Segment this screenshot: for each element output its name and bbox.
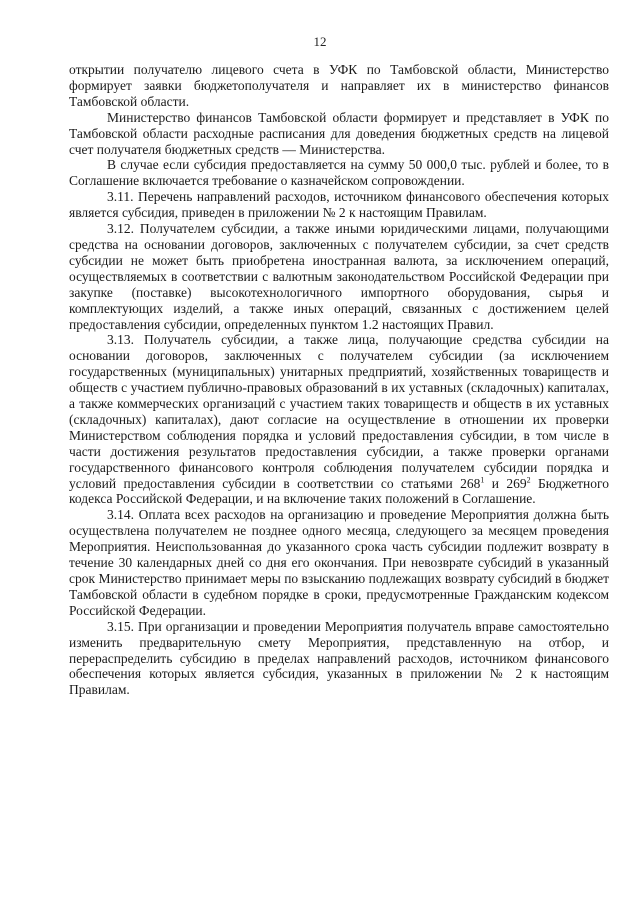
paragraph-3-14: 3.14. Оплата всех расходов на организацию и проведение Мероприятия должна быть осуществлена получателем не позднее одного месяца, следующего за месяцем проведения Мероприятия. Неиспользованная до указанного срока часть субсидии подлежит возврату в течение 30 календарных дней со дня его окончания. При невозврате субсидий в указанный срок Министерство принимает меры по взысканию подлежащих возврату субсидий в бюджет Тамбовской области в судебном порядке в сроки, предусмотренные Гражданским кодексом Российской Федерации.: [69, 507, 609, 618]
paragraph-3-13-text-after: Бюджетного кодекса Российской Федерации, и на включение таких положений в Соглашение.: [69, 475, 609, 507]
paragraph-3-11: 3.11. Перечень направлений расходов, источником финансового обеспечения которых является субсидия, приведен в приложении № 2 к настоящим Правилам.: [69, 189, 609, 221]
paragraph-continuation: открытии получателю лицевого счета в УФК по Тамбовской области, Министерство формирует заявки бюджетополучателя и направляет их в министерство финансов Тамбовской области.: [69, 62, 609, 109]
paragraph-3-13-text-mid: и 269: [484, 475, 527, 491]
paragraph-finance-ministry: Министерство финансов Тамбовской области формирует и представляет в УФК по Тамбовской области расходные расписания для доведения бюджетных средств на лицевой счет получателя бюджетных средств — Министерства.: [69, 109, 609, 157]
superscript-2: 2: [526, 475, 531, 485]
paragraph-treasury-support: В случае если субсидия предоставляется на сумму 50 000,0 тыс. рублей и более, то в Соглашение включается требование о казначейском сопровождении.: [69, 157, 609, 189]
document-body: [69, 62, 609, 698]
page-number: 12: [313, 34, 327, 49]
paragraph-3-13-text-before: 3.13. Получатель субсидии, а также лица, получающие средства субсидии на основании договоров, заключенных с получателем субсидии (за исключением государственных (муниципальных) унитарных предприятий, хозяйственных товариществ и обществ с участием публично-правовых образований в их уставных (складочных) капиталах, а также коммерческих организаций с участием таких товариществ и обществ в их уставных (складочных) капиталах), дают согласие на осуществление в отношении их проверки Министерством соблюдения порядка и условий предоставления субсидии, в том числе в части достижения результатов предоставления субсидии, а также проверки органами государственного финансового контроля соблюдения получателем субсидии порядка и условий предоставления субсидии в соответствии со статьями 268: [69, 332, 609, 491]
paragraph-3-13: [69, 332, 609, 507]
superscript-1: 1: [480, 475, 485, 485]
paragraph-3-12: 3.12. Получателем субсидии, а также иными юридическими лицами, получающими средства на основании договоров, заключенных с получателем субсидии, за счет средств субсидии не может быть приобретена иностранная валюта, за исключением операций, осуществляемых в соответствии с валютным законодательством Российской Федерации при закупке (поставке) высокотехнологичного импортного оборудования, сырья и комплектующих изделий, а также иных операций, связанных с достижением целей предоставления субсидии, определенных пунктом 1.2 настоящих Правил.: [69, 221, 609, 332]
paragraph-3-15: 3.15. При организации и проведении Мероприятия получатель вправе самостоятельно изменить предварительную смету Мероприятия, представленную на отбор, и перераспределить субсидию в пределах направлений расходов, источником финансового обеспечения которых является субсидия, указанных в приложении № 2 к настоящим Правилам.: [69, 618, 609, 698]
